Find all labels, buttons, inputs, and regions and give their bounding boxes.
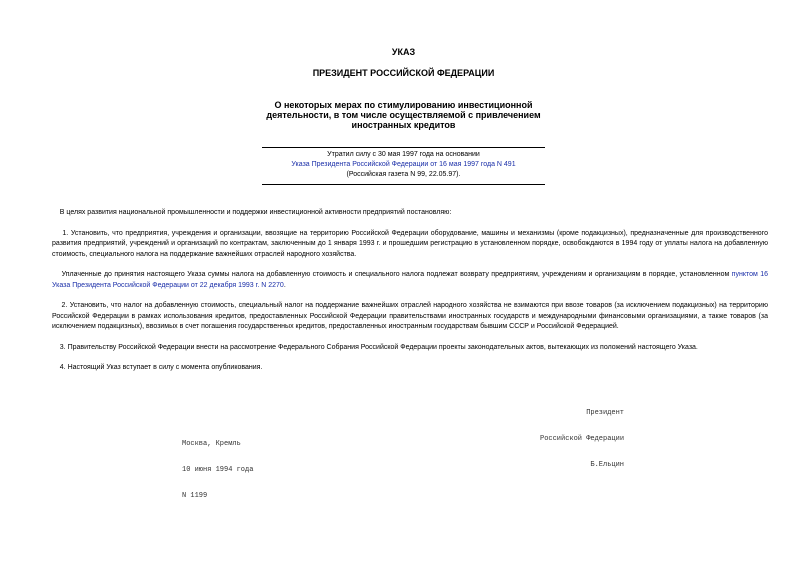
issuer-heading: ПРЕЗИДЕНТ РОССИЙСКОЙ ФЕДЕРАЦИИ <box>312 68 495 78</box>
doc-type-heading: УКАЗ <box>391 47 416 57</box>
date: 10 июня 1994 года <box>182 465 254 474</box>
paragraph-2-text: 2. Установить, что налог на добавленную стоимость, специальный налог на поддержание важнейших отраслей народного хозяйства не взимаются при ввозе товаров (за исключением подакцизных) на территорию Российской Федерации в рамках использования кредитов, предоставленных Российской Федерации правительствами иностранных государств и международными финансовыми организациями, а также товаров (за исключением подакцизных), ввозимых в счет погашения государственных кредитов, предоставленных иностранным государствам бывшим СССР и Российской Федерацией. <box>52 302 769 330</box>
paragraph-2 <box>52 301 768 333</box>
decree-number: N 1199 <box>182 491 208 500</box>
decree-2270-link[interactable]: пунктом 16 Указа Президента Российской Федерации от 22 декабря 1993 г. N 2270 <box>52 271 768 289</box>
title-line: иностранных кредитов <box>351 120 456 130</box>
signature-name: Б.Ельцин <box>590 460 624 469</box>
preamble-text: В целях развития национальной промышленности и поддержки инвестиционной активности предприятий постановляю: <box>59 209 452 216</box>
paragraph-refund-text: Уплаченные до принятия настоящего Указа суммы налога на добавленную стоимость и специального налога подлежат возврату предприятиям, учреждениям и организациям в порядке, установленном <box>61 271 732 278</box>
paragraph-refund-end: . <box>283 281 286 289</box>
document-title <box>0 100 807 130</box>
paragraph-4-text: 4. Настоящий Указ вступает в силу с момента опубликования. <box>59 364 263 371</box>
repeal-note <box>262 147 545 185</box>
document-body <box>52 208 768 384</box>
title-line: деятельности, в том числе осуществляемой с привлечением <box>266 110 541 120</box>
repeal-note-source: (Российская газета N 99, 22.05.97). <box>346 171 461 178</box>
title-line: О некоторых мерах по стимулированию инвестиционной <box>274 100 533 110</box>
signature-block <box>540 392 624 487</box>
paragraph-3-text: 3. Правительству Российской Федерации внести на рассмотрение Федерального Собрания Российской Федерации проекты законодательных актов, вытекающих из положений настоящего Указа. <box>59 343 698 351</box>
place-date-block <box>182 423 253 518</box>
paragraph-4 <box>52 363 768 374</box>
paragraph-refund <box>52 270 768 291</box>
signature-country: Российской Федерации <box>540 434 625 443</box>
repeal-decree-link[interactable]: Указа Президента Российской Федерации от 16 мая 1997 года N 491 <box>291 161 516 168</box>
repeal-note-line: Утратил силу с 30 мая 1997 года на основании <box>327 151 480 158</box>
place: Москва, Кремль <box>182 440 241 449</box>
paragraph-1 <box>52 229 768 261</box>
signature-title: Президент <box>586 409 624 418</box>
paragraph-3 <box>52 343 768 354</box>
preamble-paragraph <box>52 208 768 219</box>
paragraph-1-text: 1. Установить, что предприятия, учреждения и организации, ввозящие на территорию Российской Федерации оборудование, машины и механизмы (кроме подакцизных), предназначенные для производственного развития предприятий, учреждений и организаций по контрактам, заключенным до 1 января 1993 г. и прошедшим регистрацию в установленном порядке, освобождаются в 1994 году от уплаты налога на добавленную стоимость, специального налога на поддержание важнейших отраслей народного хозяйства. <box>52 229 768 258</box>
